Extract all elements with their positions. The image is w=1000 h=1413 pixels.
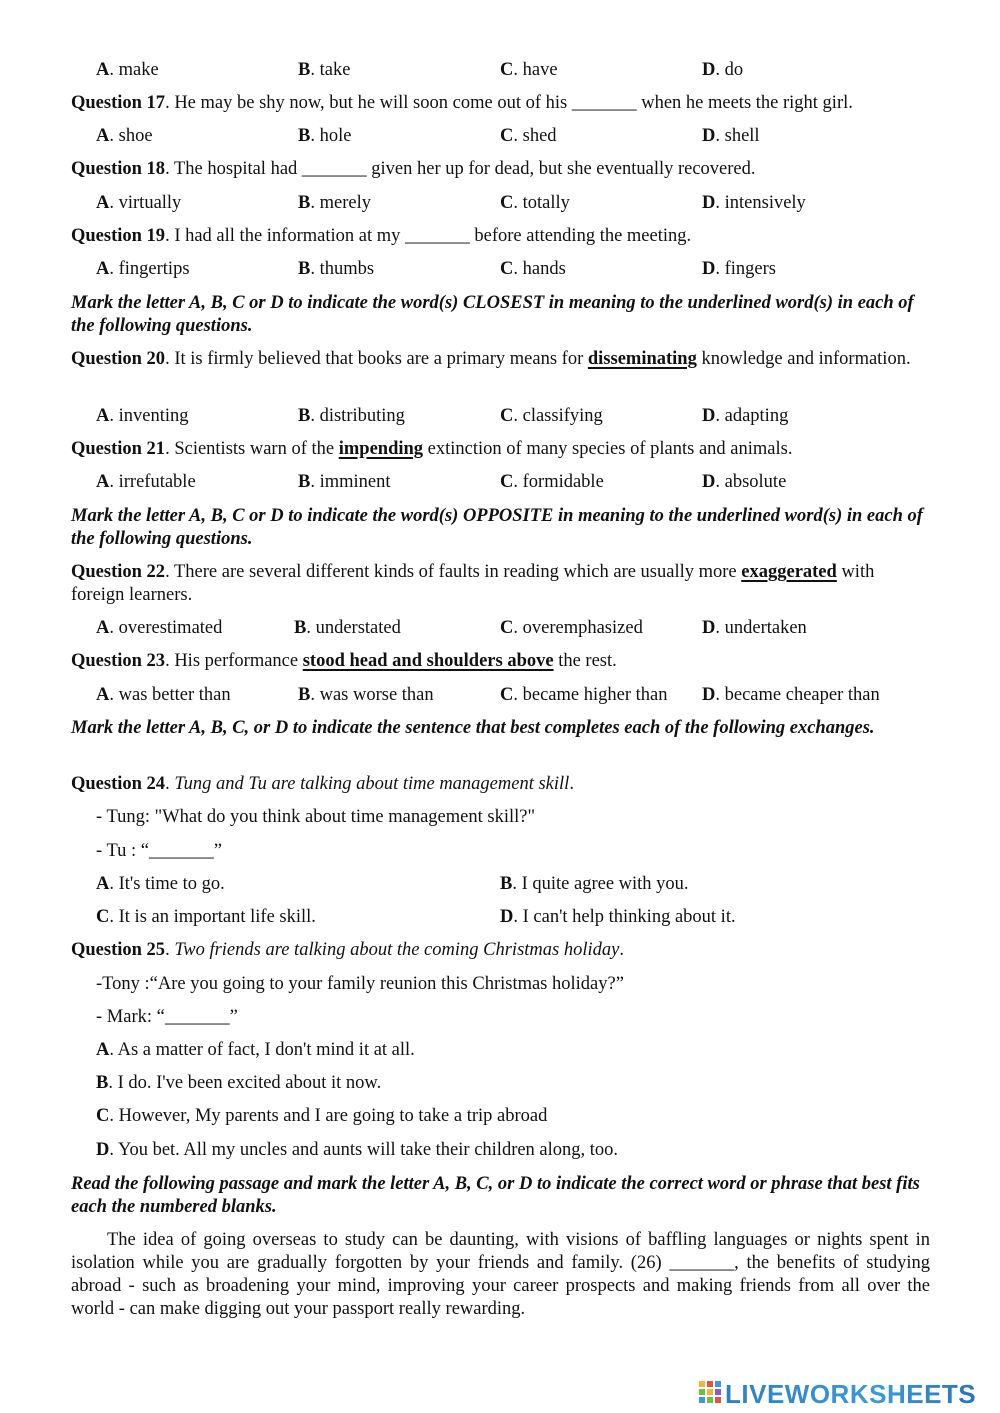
question-20: Question 20. It is firmly believed that books are a primary means for disseminating knowledge and information. — [71, 349, 911, 369]
dialogue-line: - Mark: “_______” — [96, 1007, 238, 1027]
option-b: B. merely — [298, 193, 371, 213]
option-c: C. However, My parents and I are going to take a trip abroad — [96, 1106, 548, 1126]
option-d: D. became cheaper than — [702, 685, 880, 705]
option-a: A. virtually — [96, 193, 182, 213]
option-c: C. overemphasized — [500, 618, 643, 638]
underlined-word: disseminating — [587, 349, 697, 369]
option-c: C. It is an important life skill. — [96, 907, 316, 927]
option-a: A. fingertips — [96, 259, 190, 279]
option-a: A. inventing — [96, 406, 189, 426]
question-19: Question 19. I had all the information at my _______ before attending the meeting. — [71, 226, 692, 246]
instruction-exchanges: Mark the letter A, B, C, or D to indicate the sentence that best completes each of the following exchanges. — [71, 718, 875, 738]
option-b: B. I do. I've been excited about it now. — [96, 1073, 382, 1093]
option-d: D. I can't help thinking about it. — [500, 907, 736, 927]
logo-text: LIVEWORKSHEETS — [725, 1378, 977, 1409]
underlined-word: impending — [338, 439, 424, 459]
option-b: B. I quite agree with you. — [500, 874, 689, 894]
dialogue-line: - Tung: "What do you think about time management skill?" — [96, 807, 536, 827]
option-b: B. hole — [298, 126, 352, 146]
option-c: C. hands — [500, 259, 566, 279]
question-22: Question 22. There are several different kinds of faults in reading which are usually more exaggerated with foreign learners. — [71, 562, 875, 605]
option-a: A. overestimated — [96, 618, 223, 638]
option-a: A. As a matter of fact, I don't mind it at all. — [96, 1040, 415, 1060]
instruction-opposite: Mark the letter A, B, C or D to indicate the word(s) OPPOSITE in meaning to the underlined word(s) in each of the following questions. — [71, 506, 923, 549]
option-c: C. classifying — [500, 406, 603, 426]
option-d: D. undertaken — [702, 618, 807, 638]
option-a: A. shoe — [96, 126, 153, 146]
question-18: Question 18. The hospital had _______ given her up for dead, but she eventually recovered. — [71, 159, 756, 179]
option-b: B. imminent — [298, 472, 391, 492]
question-24: Question 24. Tung and Tu are talking about time management skill. — [71, 774, 574, 794]
option-b: B. understated — [294, 618, 401, 638]
dialogue-line: -Tony :“Are you going to your family reunion this Christmas holiday?” — [96, 974, 624, 994]
option-a: A. irrefutable — [96, 472, 196, 492]
question-25: Question 25. Two friends are talking about the coming Christmas holiday. — [71, 940, 624, 960]
option-a: A. It's time to go. — [96, 874, 225, 894]
instruction-closest: Mark the letter A, B, C or D to indicate the word(s) CLOSEST in meaning to the underlined word(s) in each of the following questions. — [71, 293, 914, 336]
option-b: B. distributing — [298, 406, 405, 426]
reading-passage: The idea of going overseas to study can be daunting, with visions of baffling languages or nights spent in isolation while you are gradually forgotten by your friends and family. (26) _______, the benefits of studying abroad - such as broadening your mind, improving your career prospects and making friends from all over the world - can make digging out your passport really rewarding. — [71, 1230, 930, 1319]
liveworksheets-logo — [698, 1379, 976, 1409]
instruction-passage: Read the following passage and mark the letter A, B, C, or D to indicate the correct word or phrase that best fits each the numbered blanks. — [71, 1174, 920, 1217]
option-d: D. adapting — [702, 406, 789, 426]
dialogue-line: - Tu : “_______” — [96, 841, 222, 861]
option-d: D. You bet. All my uncles and aunts will take their children along, too. — [96, 1140, 619, 1160]
option-d: D. do — [702, 60, 744, 80]
option-a: A. was better than — [96, 685, 231, 705]
option-c: C. have — [500, 60, 558, 80]
option-d: D. shell — [702, 126, 760, 146]
option-c: C. totally — [500, 193, 570, 213]
underlined-phrase: stood head and shoulders above — [302, 651, 554, 671]
option-d: D. fingers — [702, 259, 776, 279]
underlined-word: exaggerated — [741, 562, 837, 582]
option-a: A. make — [96, 60, 159, 80]
option-b: B. thumbs — [298, 259, 375, 279]
option-b: B. was worse than — [298, 685, 434, 705]
option-d: D. intensively — [702, 193, 806, 213]
question-17: Question 17. He may be shy now, but he will soon come out of his _______ when he meets the right girl. — [71, 93, 853, 113]
option-d: D. absolute — [702, 472, 787, 492]
option-c: C. became higher than — [500, 685, 668, 705]
option-c: C. formidable — [500, 472, 604, 492]
liveworksheets-logo-icon — [698, 1378, 722, 1410]
option-c: C. shed — [500, 126, 557, 146]
question-21: Question 21. Scientists warn of the impending extinction of many species of plants and animals. — [71, 439, 793, 459]
option-b: B. take — [298, 60, 351, 80]
question-23: Question 23. His performance stood head and shoulders above the rest. — [71, 651, 617, 671]
